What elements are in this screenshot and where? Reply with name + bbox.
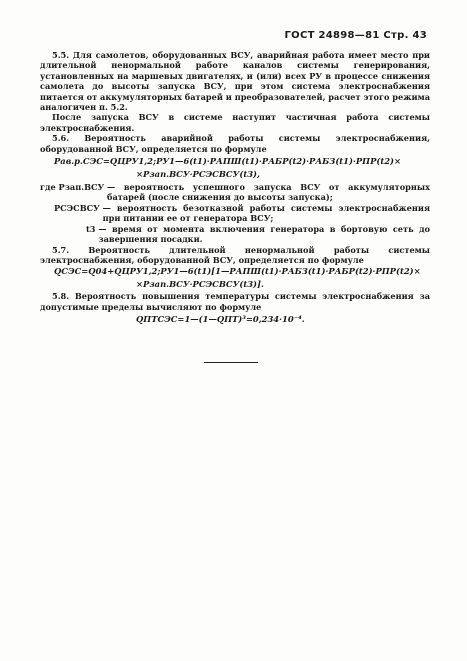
paragraph-5-5-continued: После запуска ВСУ в системе наступит частичная работа системы электроснабжения. (40, 112, 430, 133)
formula-3: QПТСЭС=1—(1—QПТ)³=0,234·10⁻⁴. (136, 314, 305, 325)
paragraph-5-7: 5.7. Вероятность длительной ненормальной работы системы электроснабжения, оборудованной ВСУ, определяется по формуле (40, 244, 430, 265)
end-rule (204, 362, 258, 363)
page-header: ГОСТ 24898—81 Стр. 43 (284, 30, 427, 41)
where-symbol-3: t3 (86, 223, 96, 234)
formula-2-line-1: QСЭС=Q04+QЦРУ1,2;РУ1—6(t1)[1—PАПШ(t1)·PАБЗ(t1)·PАБР(t2)·PПР(t2)× (54, 266, 421, 277)
where-block (40, 182, 430, 244)
where-row-2 (54, 203, 430, 224)
where-row-1 (40, 182, 430, 203)
paragraph-5-5: 5.5. Для самолетов, оборудованных ВСУ, аварийная работа имеет место при длительной ненормальной работе каналов системы генерирования, установленных на маршевых двигателях, и (или) всех РУ в процессе снижения самолета до высоты запуска ВСУ, при этом система электроснабжения питается от аккумуляторных батарей и преобразователей, расчет этого режима аналогичен п. 5.2. (40, 50, 430, 113)
formula-1-line-1: Pав.р.СЭС=QЦРУ1,2;РУ1—6(t1)·PАПШ(t1)·PАБР(t2)·PАБЗ(t1)·PПР(t2)× (54, 156, 402, 167)
where-label: где (40, 182, 56, 193)
where-symbol-1: Pзап.ВСУ (58, 182, 105, 193)
formula-2-line-2: ×Pзап.ВСУ·PСЭСВСУ(t3)]. (136, 279, 264, 290)
where-row-3 (86, 224, 430, 245)
paragraph-5-6: 5.6. Вероятность аварийной работы системы электроснабжения, оборудованной ВСУ, определяется по формуле (40, 133, 430, 154)
paragraph-5-8: 5.8. Вероятность повышения температуры системы электроснабжения за допустимые пределы вычисляют по формуле (40, 291, 430, 312)
where-symbol-2: PСЭСВСУ (54, 202, 100, 213)
formula-1-line-2: ×Pзап.ВСУ·PСЭСВСУ(t3), (136, 169, 260, 180)
where-text-3: — время от момента включения генератора в бортовую сеть до завершения посадки. (98, 223, 430, 245)
where-text-1: — вероятность успешного запуска ВСУ от аккумуляторных батарей (после снижения до высоты запуска); (107, 182, 430, 203)
document-body (40, 50, 430, 326)
where-text-2: — вероятность безотказной работы системы электроснабжения при питании ее от генератора ВСУ; (102, 202, 430, 224)
